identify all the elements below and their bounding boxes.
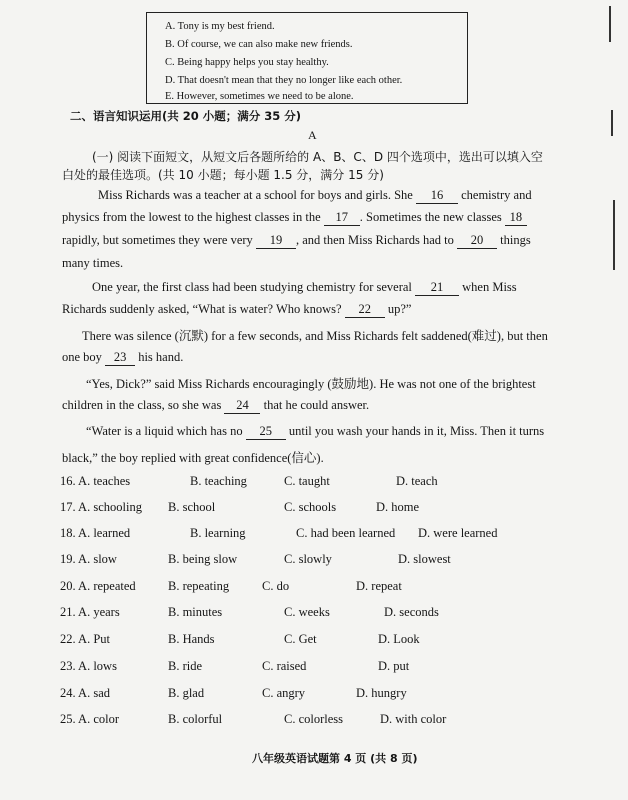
question-24-d: D. hungry	[356, 686, 407, 700]
question-19-b: B. being slow	[168, 552, 238, 566]
question-23-a: 23. A. lows	[60, 659, 117, 673]
passage-line	[92, 280, 517, 296]
passage-text: that he could answer.	[260, 398, 370, 412]
passage-text: until you wash your hands in it, Miss. Then it turns	[285, 424, 545, 438]
question-22-a: 22. A. Put	[60, 632, 111, 646]
question-19-c: C. slowly	[284, 552, 332, 566]
box-option-e: E. However, sometimes we need to be alone.	[165, 91, 354, 102]
box-option-b: B. Of course, we can also make new friends.	[165, 39, 353, 50]
question-25-b: B. colorful	[168, 712, 223, 726]
passage-text: chemistry and	[457, 188, 532, 202]
blank-20: 20	[457, 233, 497, 249]
passage-line: black,” the boy replied with great confidence(信心).	[62, 451, 324, 465]
question-17-b: B. school	[168, 500, 216, 514]
instructions-line-1: (一) 阅读下面短文，从短文后各题所给的 A、B、C、D 四个选项中，选出可以填入空	[92, 150, 543, 164]
box-option-d: D. That doesn't mean that they no longer like each other.	[165, 75, 403, 86]
passage-line: many times.	[62, 256, 124, 270]
blank-17: 17	[324, 210, 360, 226]
passage-text: his hand.	[135, 350, 184, 364]
blank-18: 18	[505, 210, 527, 226]
blank-21: 21	[415, 280, 459, 296]
box-option-a: A. Tony is my best friend.	[165, 21, 275, 32]
passage-line	[62, 350, 183, 366]
question-22-d: D. Look	[378, 632, 420, 646]
question-21-b: B. minutes	[168, 605, 223, 619]
question-18-d: D. were learned	[418, 526, 498, 540]
question-16-d: D. teach	[396, 474, 438, 488]
question-23-d: D. put	[378, 659, 410, 673]
question-23-b: B. ride	[168, 659, 203, 673]
passage-text: one boy	[62, 350, 106, 364]
blank-22: 22	[345, 302, 385, 318]
question-21-c: C. weeks	[284, 605, 330, 619]
passage-line	[62, 210, 527, 226]
page-footer: 八年级英语试题第 4 页 (共 8 页)	[252, 752, 418, 765]
question-16-a: 16. A. teaches	[60, 474, 131, 488]
question-19-a: 19. A. slow	[60, 552, 117, 566]
question-25-c: C. colorless	[284, 712, 344, 726]
passage-text: One year, the first class had been studying chemistry for several	[92, 280, 416, 294]
passage-line: There was silence (沉默) for a few seconds, and Miss Richards felt saddened(难过), but then	[82, 329, 548, 343]
passage-text: rapidly, but sometimes they were very	[62, 233, 256, 247]
blank-19: 19	[256, 233, 296, 249]
passage-line	[98, 188, 532, 204]
question-20-a: 20. A. repeated	[60, 579, 136, 593]
question-16-c: C. taught	[284, 474, 330, 488]
question-20-d: D. repeat	[356, 579, 402, 593]
question-24-a: 24. A. sad	[60, 686, 110, 700]
question-22-b: B. Hands	[168, 632, 215, 646]
question-25-d: D. with color	[380, 712, 447, 726]
scan-mark	[611, 110, 613, 136]
passage-line	[62, 302, 411, 318]
passage-line	[62, 398, 369, 414]
passage-text: “Water is a liquid which has no	[86, 424, 246, 438]
passage-text: up?”	[384, 302, 412, 316]
question-20-c: C. do	[262, 579, 290, 593]
passage-text: things	[497, 233, 531, 247]
instructions-line-2: 白处的最佳选项。(共 10 小题；每小题 1.5 分，满分 15 分)	[62, 168, 384, 182]
question-19-d: D. slowest	[398, 552, 451, 566]
question-23-c: C. raised	[262, 659, 307, 673]
section-heading: 二、语言知识运用(共 20 小题；满分 35 分)	[70, 109, 302, 123]
question-20-b: B. repeating	[168, 579, 230, 593]
question-21-a: 21. A. years	[60, 605, 120, 619]
passage-text: when Miss	[459, 280, 517, 294]
question-18-b: B. learning	[190, 526, 246, 540]
box-option-c: C. Being happy helps you stay healthy.	[165, 57, 329, 68]
question-24-b: B. glad	[168, 686, 205, 700]
options-box	[146, 12, 468, 104]
question-18-a: 18. A. learned	[60, 526, 131, 540]
blank-24: 24	[224, 398, 260, 414]
passage-text: children in the class, so she was	[62, 398, 225, 412]
question-22-c: C. Get	[284, 632, 317, 646]
question-16-b: B. teaching	[190, 474, 247, 488]
question-24-c: C. angry	[262, 686, 306, 700]
part-label: A	[308, 128, 317, 142]
question-17-d: D. home	[376, 500, 420, 514]
question-18-c: C. had been learned	[296, 526, 396, 540]
passage-line	[86, 424, 544, 440]
scan-mark	[609, 6, 611, 42]
passage-line	[62, 233, 531, 249]
blank-16: 16	[416, 188, 458, 204]
blank-25: 25	[246, 424, 286, 440]
question-17-c: C. schools	[284, 500, 337, 514]
question-25-a: 25. A. color	[60, 712, 120, 726]
blank-23: 23	[105, 350, 135, 366]
passage-text: Richards suddenly asked, “What is water? Who knows?	[62, 302, 345, 316]
scan-mark	[613, 200, 615, 270]
passage-text: physics from the lowest to the highest classes in the	[62, 210, 324, 224]
passage-line: “Yes, Dick?” said Miss Richards encouragingly (鼓励地). He was not one of the brightest	[86, 377, 536, 391]
question-21-d: D. seconds	[384, 605, 439, 619]
question-17-a: 17. A. schooling	[60, 500, 142, 514]
passage-text: , and then Miss Richards had to	[295, 233, 458, 247]
passage-text: . Sometimes the new classes	[359, 210, 505, 224]
passage-text: Miss Richards was a teacher at a school for boys and girls. She	[98, 188, 416, 202]
